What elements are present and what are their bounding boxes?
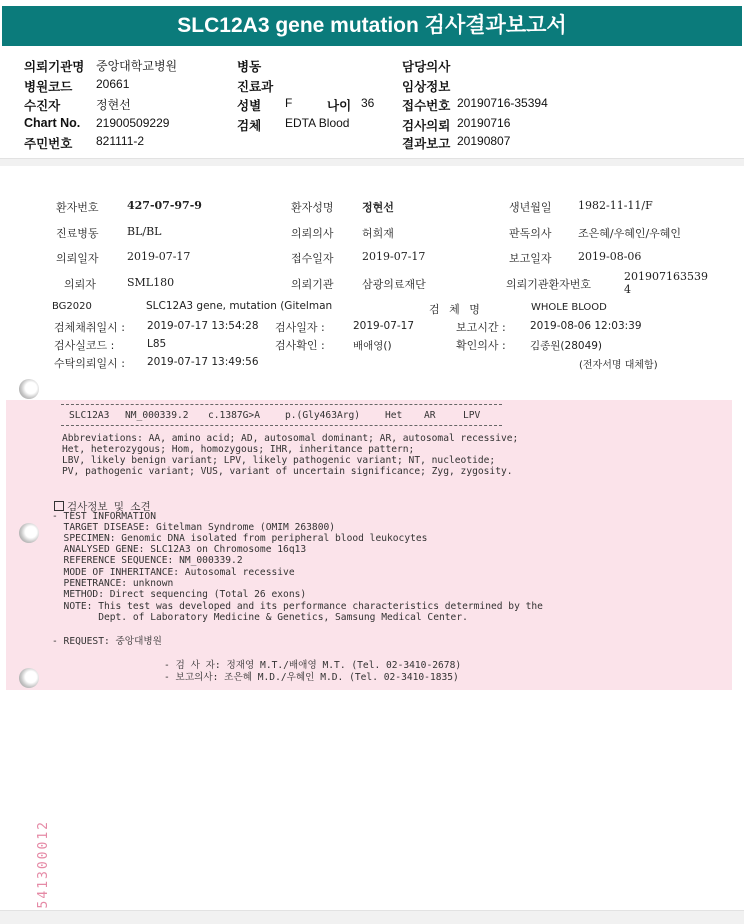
test-info-line: Dept. of Laboratory Medicine & Genetics, Samsung Medical Center.: [52, 612, 468, 623]
scan-value-request-date: 2019-07-17: [127, 250, 191, 263]
header-value-institution: 중앙대학교병원: [96, 59, 178, 73]
result-gene: SLC12A3: [69, 410, 110, 421]
result-transcript: NM_000339.2: [125, 410, 189, 421]
punch-hole: [19, 523, 39, 543]
header-label-result-report: 결과보고: [402, 137, 451, 151]
side-serial-number: 541300012: [36, 820, 51, 909]
punch-hole: [19, 379, 39, 399]
scan-electronic-signature-note: (전자서명 대체함): [579, 360, 658, 371]
scan-label-requester: 의뢰자: [64, 278, 96, 291]
scan-value-confirm-doctor: 김종원(28049): [530, 340, 603, 352]
result-inheritance: AR: [424, 410, 436, 421]
header-value-test-request: 20190716: [457, 116, 511, 130]
abbreviation-line: PV, pathogenic variant; VUS, variant of uncertain significance; Zyg, zygosity.: [62, 466, 513, 477]
divider: [61, 425, 502, 426]
scan-value-lab-code: L85: [147, 338, 167, 350]
header-label-patient: 수진자: [24, 99, 61, 113]
title-bar: [0, 0, 744, 50]
scan-label-collection-time: 검체채취일시 :: [54, 321, 125, 334]
scan-value-institution: 삼광의료재단: [362, 278, 426, 291]
scan-value-test-date: 2019-07-17: [353, 320, 415, 332]
header-value-specimen: EDTA Blood: [285, 116, 350, 130]
scan-label-ward: 진료병동: [56, 227, 99, 240]
test-info-line: ANALYSED GENE: SLC12A3 on Chromosome 16q13: [52, 544, 307, 555]
test-info-line: PENETRANCE: unknown: [52, 578, 174, 589]
report-title: SLC12A3 gene mutation 검사결과보고서: [2, 6, 742, 46]
scan-label-institution: 의뢰기관: [291, 278, 334, 291]
test-info-line: MODE OF INHERITANCE: Autosomal recessive: [52, 567, 295, 578]
scan-value-patient-name: 정현선: [362, 201, 394, 214]
abbreviation-line: Abbreviations: AA, amino acid; AD, autosomal dominant; AR, autosomal recessive;: [62, 433, 519, 444]
scan-label-request-date: 의뢰일자: [56, 252, 99, 265]
punch-hole: [19, 668, 39, 688]
scan-value-ordering-doctor: 허희재: [362, 227, 394, 240]
result-classification: LPV: [463, 410, 481, 421]
header-label-sex: 성별: [237, 99, 262, 113]
scan-value-inst-patient-no: 201907163539: [624, 270, 708, 283]
scan-label-receipt-time: 수탁의뢰일시 :: [54, 357, 125, 370]
scan-label-patient-name: 환자성명: [291, 201, 334, 214]
header-label-resident-no: 주민번호: [24, 137, 73, 151]
scan-value-inst-patient-no-cont: 4: [624, 283, 631, 296]
scan-value-test-confirm: 배애영(): [353, 340, 392, 352]
scan-label-specimen-name: 검 체 명: [429, 303, 483, 316]
scan-value-requester: SML180: [127, 276, 175, 289]
header-value-chart-no: 21900509229: [96, 116, 170, 130]
header-value-hospital-code: 20661: [96, 77, 130, 91]
test-info-line: REFERENCE SEQUENCE: NM_000339.2: [52, 555, 243, 566]
test-info-line: TARGET DISEASE: Gitelman Syndrome (OMIM 263800): [52, 522, 336, 533]
signer-line: - 보고의사: 조은혜 M.D./우혜인 M.D. (Tel. 02-3410-1835): [164, 672, 459, 683]
section-title-text: 검사정보 및 소견: [67, 501, 151, 513]
scan-label-reading-doctor: 판독의사: [509, 227, 552, 240]
abbreviation-line: LBV, likely benign variant; LPV, likely pathogenic variant; NT, nucleotide;: [62, 455, 496, 466]
header-value-patient: 정현선: [96, 98, 131, 112]
scan-value-patient-no: 427-07-97-9: [127, 199, 202, 212]
header-label-receipt-no: 접수번호: [402, 99, 451, 113]
header-label-ward: 병동: [237, 60, 262, 74]
abbreviation-line: Het, heterozygous; Hom, homozygous; IHR, inheritance pattern;: [62, 444, 415, 455]
request-line: - REQUEST: 중앙대병원: [52, 636, 162, 647]
scan-test-name: SLC12A3 gene, mutation (Gitelman: [146, 300, 333, 312]
result-zygosity: Het: [385, 410, 403, 421]
scan-label-patient-no: 환자번호: [56, 201, 99, 214]
result-protein: p.(Gly463Arg): [285, 410, 361, 421]
header-label-test-request: 검사의뢰: [402, 119, 451, 133]
scan-value-receipt-time: 2019-07-17 13:49:56: [147, 356, 259, 368]
scan-label-lab-code: 검사실코드 :: [54, 339, 115, 352]
header-label-age: 나이: [327, 99, 352, 113]
header-label-institution: 의뢰기관명: [24, 60, 85, 74]
header-value-sex: F: [285, 96, 293, 110]
header-value-age: 36: [361, 96, 375, 110]
scan-label-report-date: 보고일자: [509, 252, 552, 265]
scan-label-test-confirm: 검사확인 :: [275, 339, 325, 352]
scan-value-receipt-date: 2019-07-17: [362, 250, 426, 263]
square-bullet-icon: [54, 501, 64, 511]
divider: [61, 404, 502, 405]
header-value-resident-no: 821111-2: [96, 134, 145, 148]
header-label-department: 진료과: [237, 80, 274, 94]
result-cdna: c.1387G>A: [208, 410, 260, 421]
header-label-chart-no: Chart No.: [24, 116, 81, 130]
test-info-line: SPECIMEN: Genomic DNA isolated from peripheral blood leukocytes: [52, 533, 428, 544]
test-info-line: METHOD: Direct sequencing (Total 26 exons): [52, 589, 307, 600]
scan-label-confirm-doctor: 확인의사 :: [456, 339, 506, 352]
scan-value-collection-time: 2019-07-17 13:54:28: [147, 320, 259, 332]
header-label-hospital-code: 병원코드: [24, 80, 73, 94]
header-label-specimen: 검체: [237, 119, 262, 133]
scan-value-report-time: 2019-08-06 12:03:39: [530, 320, 642, 332]
test-info-line: - TEST INFORMATION: [52, 511, 156, 522]
scan-label-test-date: 검사일자 :: [275, 321, 325, 334]
scan-label-inst-patient-no: 의뢰기관환자번호: [506, 278, 592, 291]
scan-label-ordering-doctor: 의뢰의사: [291, 227, 334, 240]
signer-line: - 검 사 자: 정재영 M.T./배애영 M.T. (Tel. 02-3410-2678): [164, 660, 462, 671]
bottom-bar: [0, 910, 744, 924]
scan-label-report-time: 보고시간 :: [456, 321, 506, 334]
scan-value-birth: 1982-11-11/F: [578, 199, 653, 212]
header-label-clinical-info: 임상정보: [402, 80, 451, 94]
test-info-line: NOTE: This test was developed and its performance characteristics determined by the: [52, 601, 543, 612]
header-value-receipt-no: 20190716-35394: [457, 96, 548, 110]
header-label-physician: 담당의사: [402, 60, 451, 74]
scan-value-specimen-name: WHOLE BLOOD: [531, 302, 607, 313]
scan-value-reading-doctor: 조은혜/우혜인/우혜인: [578, 227, 682, 240]
scan-label-receipt-date: 접수일자: [291, 252, 334, 265]
scan-value-report-date: 2019-08-06: [578, 250, 642, 263]
scan-value-ward: BL/BL: [127, 225, 162, 238]
scan-bg-code: BG2020: [52, 301, 92, 312]
header-value-result-report: 20190807: [457, 134, 511, 148]
scan-label-birth: 생년월일: [509, 201, 552, 214]
